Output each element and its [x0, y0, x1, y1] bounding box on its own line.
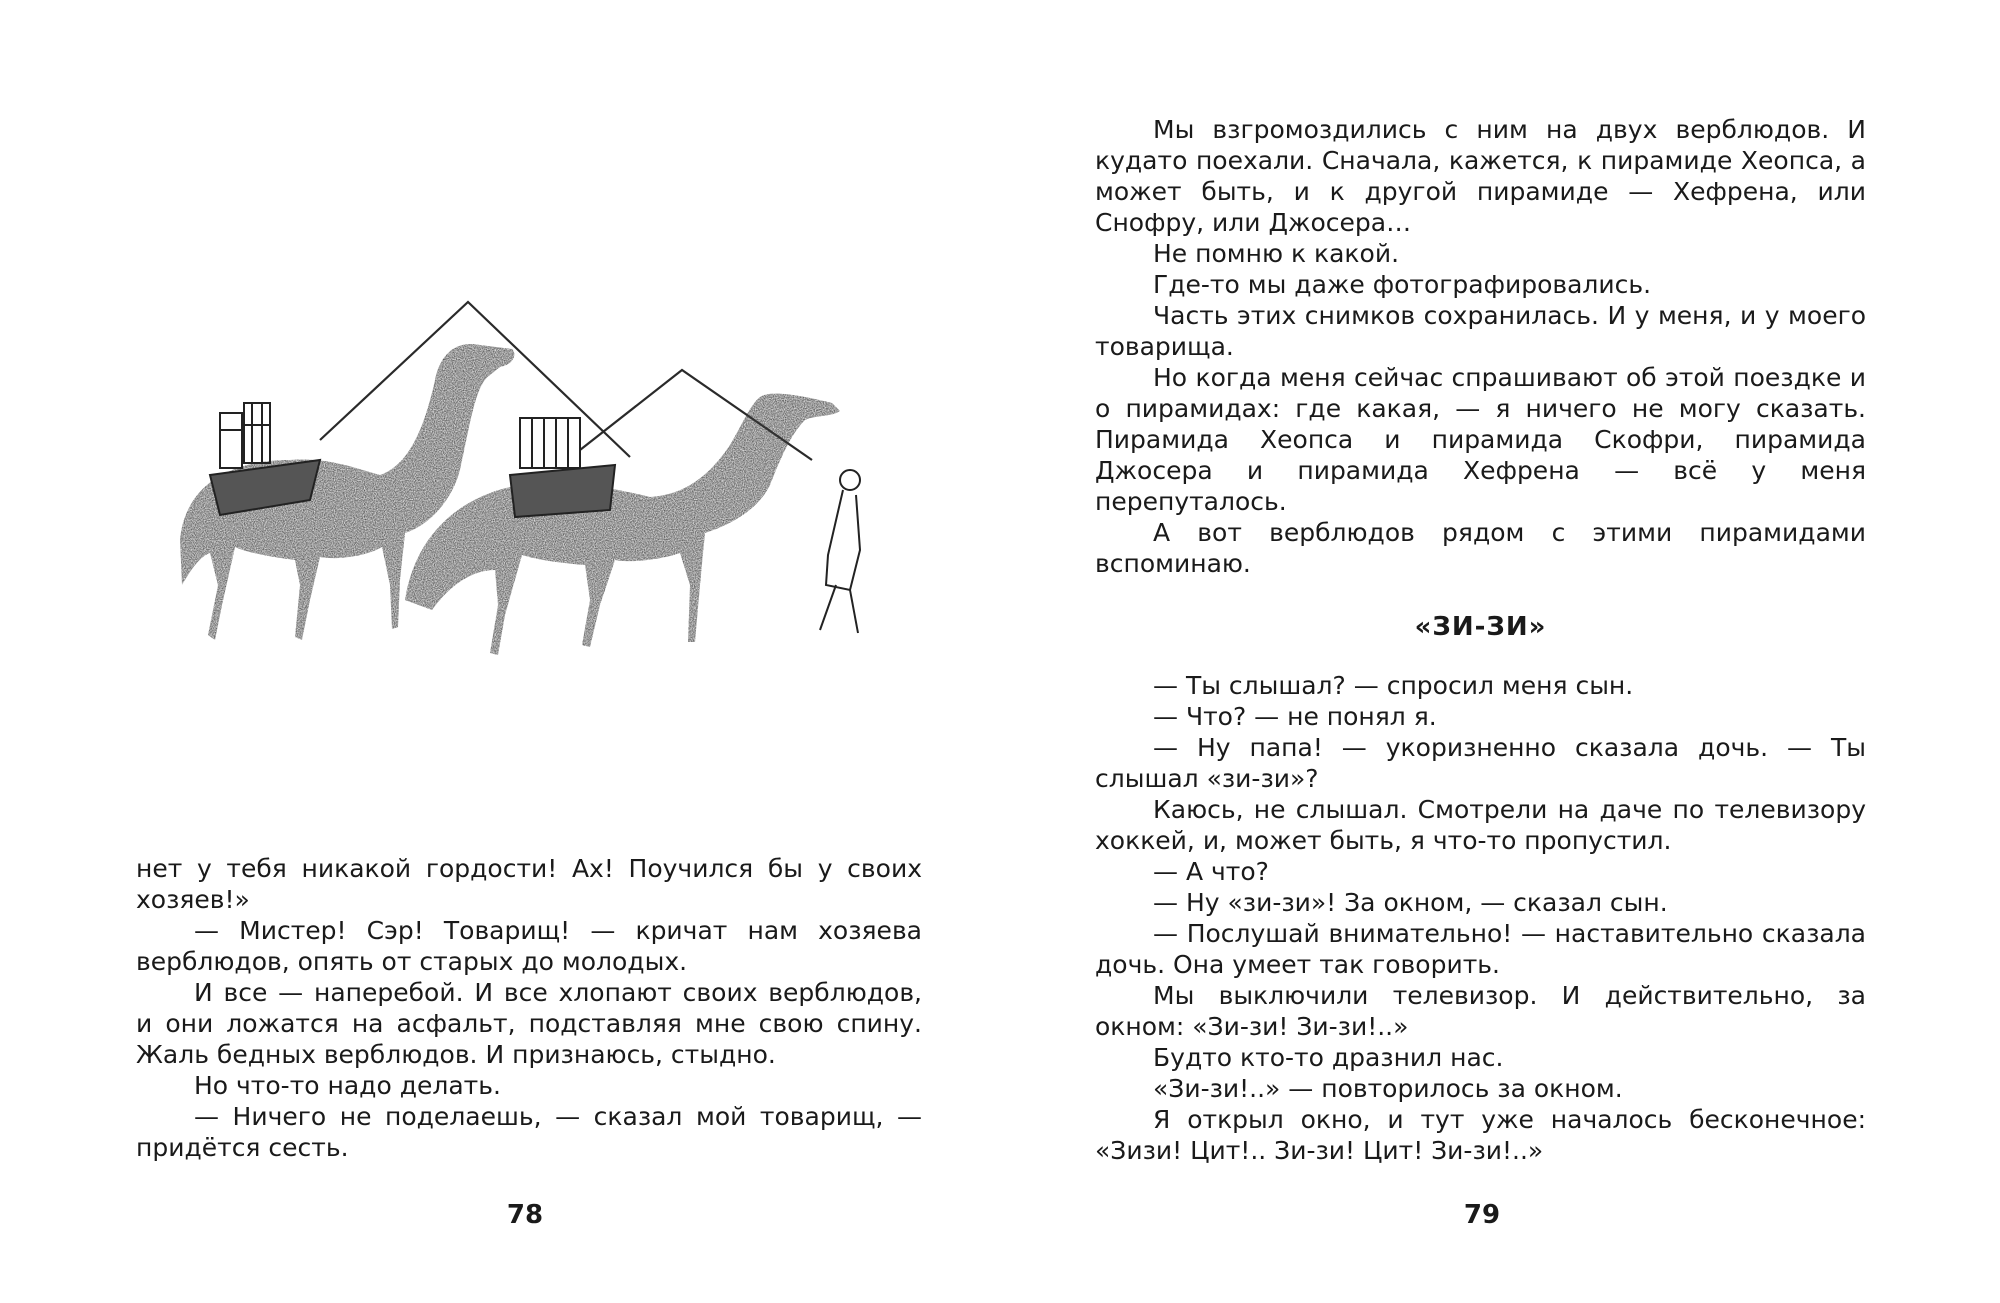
- paragraph: Часть этих снимков сохранилась. И у меня, и у моего товарища.: [1095, 301, 1866, 361]
- right-page-text-bottom: [1095, 670, 1866, 1166]
- paragraph: — Что? — не понял я.: [1153, 702, 1437, 731]
- paragraph: Но что-то надо делать.: [194, 1071, 501, 1100]
- paragraph: нет у тебя никакой гордости! Ах! Поучился бы у своих хозяев!»: [136, 854, 922, 914]
- paragraph: — Ну «зи-зи»! За окном, — сказал сын.: [1153, 888, 1668, 917]
- paragraph: Мы выключили телевизор. И действительно, за окном: «Зи-зи! Зи-зи!..»: [1095, 981, 1866, 1041]
- camels-pyramids-illustration: [160, 285, 920, 830]
- paragraph: Не помню к какой.: [1153, 239, 1400, 268]
- paragraph: «Зи-зи!..» — повторилось за окном.: [1153, 1074, 1623, 1103]
- section-title: «ЗИ-ЗИ»: [1414, 612, 1547, 642]
- paragraph: — Послушай внимательно! — наставительно сказала дочь. Она умеет так говорить.: [1095, 919, 1866, 979]
- camel-right: [405, 394, 840, 655]
- paragraph: Я открыл окно, и тут уже началось бесконечное: «Зизи! Цит!.. Зи-зи! Цит! Зи-зи!..»: [1095, 1105, 1866, 1165]
- paragraph: — Ты слышал? — спросил меня сын.: [1153, 671, 1634, 700]
- walking-man: [820, 470, 860, 633]
- right-page-text-top: [1095, 114, 1866, 579]
- paragraph: Будто кто-то дразнил нас.: [1153, 1043, 1504, 1072]
- paragraph: Но когда меня сейчас спрашивают об этой поездке и о пирамидах: где какая, — я ничего не могу сказать. Пирамида Хеопса и пирамида Скофри, пирамида Джосера и пирамида Хефрена — всё у меня перепуталось.: [1095, 363, 1866, 516]
- camel-right-saddle: [510, 418, 615, 517]
- paragraph: — Мистер! Сэр! Товарищ! — кричат нам хозяева верблюдов, опять от старых до молодых.: [136, 916, 922, 976]
- paragraph: — Ну папа! — укоризненно сказала дочь. — Ты слышал «зи-зи»?: [1095, 733, 1866, 793]
- paragraph: Где-то мы даже фотографировались.: [1153, 270, 1652, 299]
- paragraph: А вот верблюдов рядом с этими пирамидами вспоминаю.: [1095, 518, 1866, 578]
- paragraph: — А что?: [1153, 857, 1269, 886]
- page-number: 79: [1463, 1200, 1501, 1230]
- right-page: [1000, 0, 2000, 1303]
- left-page-text: [136, 853, 922, 1163]
- paragraph: Каюсь, не слышал. Смотрели на даче по телевизору хоккей, и, может быть, я что-то пропустил.: [1095, 795, 1866, 855]
- paragraph: Мы взгромоздились с ним на двух верблюдов. И кудато поехали. Сначала, кажется, к пирамиде Хеопса, а может быть, и к другой пирамиде — Хефрена, или Снофру, или Джосера…: [1095, 115, 1866, 237]
- page-number: 78: [506, 1200, 544, 1230]
- camel-left-saddle: [210, 403, 320, 515]
- paragraph: И все — наперебой. И все хлопают своих верблюдов, и они ложатся на асфальт, подставляя мне свою спину. Жаль бедных верблюдов. И признаюсь, стыдно.: [136, 978, 922, 1069]
- paragraph: — Ничего не поделаешь, — сказал мой товарищ, — придётся сесть.: [136, 1102, 922, 1162]
